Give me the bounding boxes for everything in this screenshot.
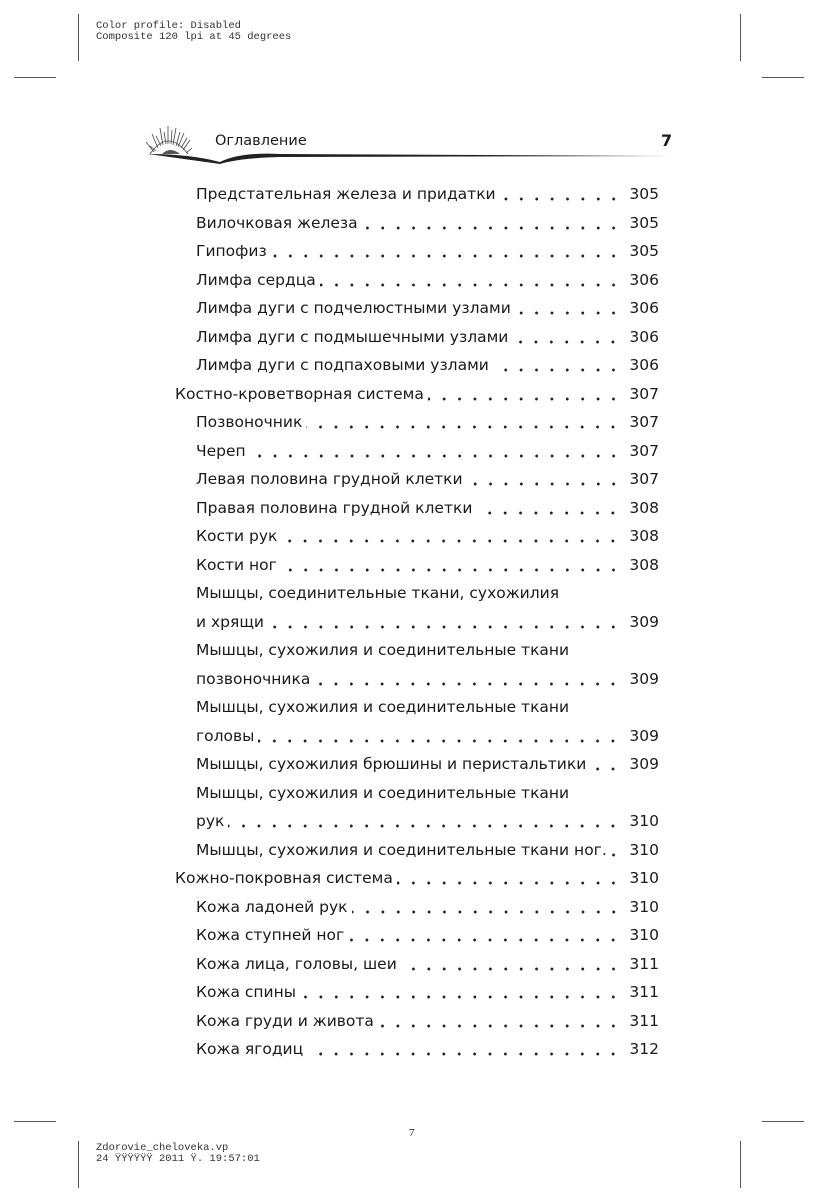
toc-section[interactable]: [0, 380, 819, 409]
toc-entry-title: Череп: [196, 441, 246, 460]
toc-entry-line: [196, 1035, 659, 1064]
sheet-number: 7: [409, 1127, 415, 1139]
toc-page-number: 306: [629, 299, 659, 317]
crop-mark: [78, 14, 79, 61]
dot-leader: [306, 419, 623, 431]
toc-entry[interactable]: [0, 522, 819, 551]
print-date: 24 ŸŸŸŸŸŸ 2011 Ÿ. 19:57:01: [96, 1153, 260, 1165]
toc-page-number: 305: [629, 213, 659, 232]
toc-entry[interactable]: [0, 836, 819, 865]
toc-page-number: 309: [629, 612, 659, 631]
toc-entry[interactable]: [0, 209, 819, 238]
toc-entry-title: Лимфа дуги с подпаховыми узлами: [196, 356, 489, 374]
toc-section[interactable]: [0, 864, 819, 893]
toc-entry-line: [196, 836, 659, 865]
toc-page-number: 311: [629, 1011, 659, 1030]
dot-leader: [268, 619, 623, 631]
toc-entry-title: рук: [196, 812, 225, 830]
toc-entry-line: [196, 608, 659, 637]
dot-leader: [493, 362, 623, 374]
toc-entry-title: Кожа ладоней рук: [196, 897, 348, 916]
crop-mark: [14, 77, 56, 78]
dot-leader: [281, 533, 623, 545]
toc-page-number: 311: [629, 983, 659, 1001]
file-name: Zdorovie_cheloveka.vp: [96, 1142, 229, 1154]
toc-page-number: 309: [629, 755, 659, 773]
dot-leader: [512, 334, 623, 346]
running-header-page-number: 7: [661, 131, 673, 150]
toc-entry-title: Левая половина грудной клетки: [196, 470, 463, 488]
toc-entry-title: Костно-кроветворная система: [175, 384, 424, 403]
toc-entry[interactable]: [0, 579, 819, 636]
toc-entry[interactable]: [0, 294, 819, 323]
dot-leader: [250, 448, 623, 460]
toc-page-number: 310: [629, 812, 659, 830]
toc-entry-title: Мышцы, соединительные ткани, сухожилия: [196, 584, 560, 602]
toc-entry-line: [196, 180, 659, 209]
toc-entry-line: [175, 864, 659, 893]
toc-entry-title: Лимфа дуги с подмышечными узлами: [196, 327, 509, 346]
toc-entry-title: Кожа груди и живота: [196, 1011, 374, 1030]
toc-entry[interactable]: [0, 636, 819, 693]
toc-entry-line: [175, 380, 659, 409]
toc-entry-line: [196, 750, 659, 779]
crop-mark: [740, 1141, 741, 1188]
toc-entry[interactable]: [0, 921, 819, 950]
toc-entry[interactable]: [0, 180, 819, 209]
toc-entry-title: Мышцы, сухожилия брюшины и перистальтики: [196, 755, 587, 773]
crop-mark: [14, 1121, 56, 1122]
toc-entry-line: [196, 465, 659, 494]
toc-entry-title: Мышцы, сухожилия и соединительные ткани: [196, 783, 570, 802]
toc-entry-title: Лимфа сердца: [196, 270, 316, 289]
color-profile-text: Color profile: Disabled: [96, 20, 241, 32]
toc-entry-line: [196, 693, 659, 722]
toc-entry-line: [196, 950, 659, 979]
toc-entry-line: [196, 1007, 659, 1036]
dot-leader: [590, 761, 623, 773]
toc-entry-title: Правая половина грудной клетки: [196, 498, 473, 517]
dot-leader: [397, 875, 623, 887]
toc-entry-title: Кожа ступней ног: [196, 926, 345, 944]
toc-entry-line: [196, 665, 659, 694]
dot-leader: [428, 391, 623, 403]
toc-entry-title: Мышцы, сухожилия и соединительные ткани ног.: [196, 840, 607, 859]
toc-entry[interactable]: [0, 551, 819, 580]
toc-entry[interactable]: [0, 351, 819, 380]
toc-page-number: 305: [629, 242, 659, 260]
print-info-bottom: [96, 1143, 260, 1165]
dot-leader: [300, 989, 623, 1001]
toc-entry-title: Предстательная железа и придатки: [196, 185, 496, 203]
toc-entry-line: [196, 351, 659, 380]
dot-leader: [500, 191, 623, 203]
toc-page-number: 305: [629, 185, 659, 203]
table-of-contents: [0, 180, 819, 1064]
dot-leader: [476, 505, 623, 517]
toc-entry-line: [196, 779, 659, 808]
toc-entry[interactable]: [0, 950, 819, 979]
dot-leader: [228, 818, 623, 830]
toc-entry-line: [196, 323, 659, 352]
crop-mark: [78, 1141, 79, 1188]
toc-entry-title: Мышцы, сухожилия и соединительные ткани: [196, 698, 570, 716]
toc-entry-title: Кожно-покровная система: [175, 869, 393, 887]
toc-page-number: 307: [629, 413, 659, 431]
toc-entry-line: [196, 579, 659, 608]
toc-entry-title: Кожа ягодиц: [196, 1040, 304, 1058]
toc-entry-title: Мышцы, сухожилия и соединительные ткани: [196, 641, 570, 659]
toc-entry-line: [196, 209, 659, 238]
dot-leader: [314, 676, 623, 688]
toc-page-number: 307: [629, 384, 659, 403]
toc-entry-title: Гипофиз: [196, 242, 267, 260]
toc-page-number: 308: [629, 498, 659, 517]
running-header-title: Оглавление: [215, 133, 307, 149]
dot-leader: [352, 904, 623, 916]
toc-entry-title: и хрящи: [196, 612, 265, 631]
toc-page-number: 307: [629, 470, 659, 488]
toc-entry[interactable]: [0, 494, 819, 523]
toc-entry-title: Кости ног: [196, 555, 277, 574]
toc-entry-line: [196, 522, 659, 551]
toc-entry-title: Кожа лица, головы, шеи: [196, 954, 397, 973]
toc-entry-line: [196, 636, 659, 665]
toc-page-number: 309: [629, 669, 659, 688]
dot-leader: [281, 562, 623, 574]
crop-mark: [762, 1121, 804, 1122]
toc-entry[interactable]: [0, 693, 819, 750]
toc-page-number: 312: [629, 1040, 659, 1058]
toc-entry-line: [196, 294, 659, 323]
toc-page-number: 310: [629, 897, 659, 916]
toc-entry-line: [196, 494, 659, 523]
toc-entry-line: [196, 722, 659, 751]
crop-mark: [740, 14, 741, 61]
toc-entry[interactable]: [0, 408, 819, 437]
toc-entry[interactable]: [0, 779, 819, 836]
toc-page-number: 306: [629, 356, 659, 374]
composite-text: Composite 120 lpi at 45 degrees: [96, 31, 292, 43]
toc-entry[interactable]: [0, 1007, 819, 1036]
dot-leader: [271, 248, 623, 260]
toc-entry-line: [196, 978, 659, 1007]
toc-entry-title: головы: [196, 726, 255, 745]
toc-entry-line: [196, 237, 659, 266]
toc-page-number: 308: [629, 555, 659, 574]
toc-page-number: 308: [629, 527, 659, 545]
toc-entry-title: Вилочковая железа: [196, 213, 358, 232]
toc-entry-title: позвоночника: [196, 669, 311, 688]
toc-entry-title: Позвоночник: [196, 413, 303, 431]
toc-entry[interactable]: [0, 1035, 819, 1064]
toc-entry-title: Кожа спины: [196, 983, 296, 1001]
toc-entry-line: [196, 551, 659, 580]
toc-entry[interactable]: [0, 750, 819, 779]
toc-page-number: 310: [629, 926, 659, 944]
toc-entry[interactable]: [0, 323, 819, 352]
dot-leader: [320, 277, 623, 289]
dot-leader: [378, 1018, 623, 1030]
toc-page-number: 307: [629, 441, 659, 460]
toc-entry-line: [196, 807, 659, 836]
toc-page-number: 311: [629, 954, 659, 973]
toc-page-number: 310: [629, 869, 659, 887]
toc-entry-title: Лимфа дуги с подчелюстными узлами: [196, 299, 511, 317]
toc-entry-line: [196, 408, 659, 437]
toc-entry-line: [196, 266, 659, 295]
dot-leader: [401, 961, 623, 973]
toc-entry-line: [196, 921, 659, 950]
toc-entry[interactable]: [0, 465, 819, 494]
dot-leader: [258, 733, 623, 745]
toc-entry-title: Кости рук: [196, 527, 278, 545]
toc-entry-line: [196, 893, 659, 922]
toc-entry[interactable]: [0, 237, 819, 266]
toc-page-number: 306: [629, 270, 659, 289]
dot-leader: [515, 305, 623, 317]
dot-leader: [467, 476, 623, 488]
toc-entry[interactable]: [0, 437, 819, 466]
crop-mark: [762, 77, 804, 78]
dot-leader: [307, 1046, 623, 1058]
print-info-top: [96, 21, 291, 43]
toc-page-number: 309: [629, 726, 659, 745]
toc-entry[interactable]: [0, 893, 819, 922]
toc-entry[interactable]: [0, 266, 819, 295]
dot-leader: [362, 220, 623, 232]
toc-entry[interactable]: [0, 978, 819, 1007]
toc-page-number: 306: [629, 327, 659, 346]
toc-page-number: 310: [629, 840, 659, 859]
dot-leader: [611, 847, 623, 859]
dot-leader: [348, 932, 623, 944]
toc-entry-line: [196, 437, 659, 466]
